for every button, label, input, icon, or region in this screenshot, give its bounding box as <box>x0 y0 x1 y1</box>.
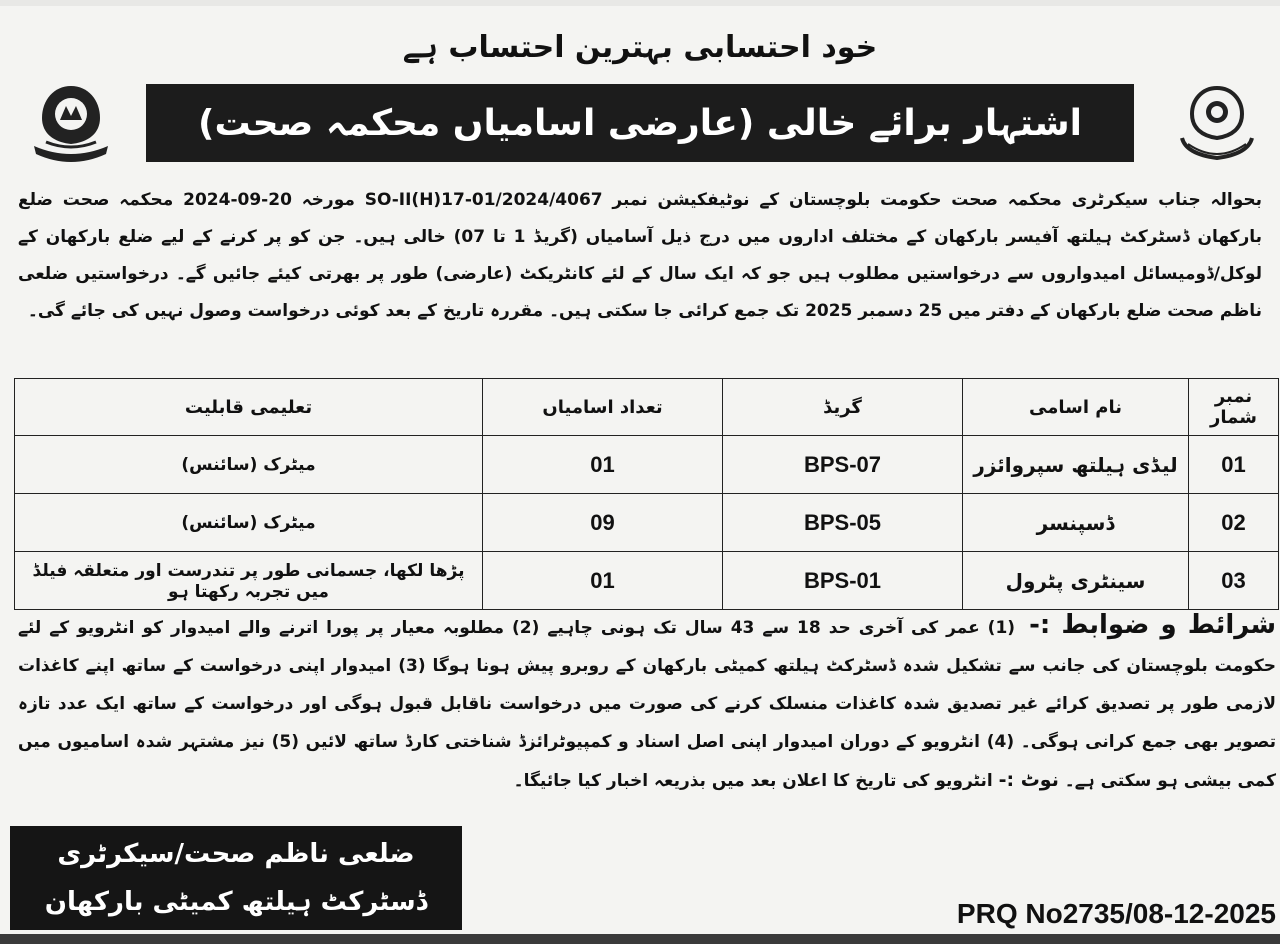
vacancies-table <box>14 378 1279 610</box>
table-row <box>15 552 1279 610</box>
cell-post: ڈسپنسر <box>963 494 1189 552</box>
signature-line-2: ڈسٹرکٹ ہیلتھ کمیٹی بارکھان <box>44 887 428 917</box>
terms-heading: شرائط و ضوابط :- <box>1029 610 1277 640</box>
cell-serial: 03 <box>1189 552 1279 610</box>
header-count: تعداد اسامیاں <box>483 379 723 436</box>
cell-serial: 02 <box>1189 494 1279 552</box>
cell-grade: BPS-05 <box>723 494 963 552</box>
cell-post: لیڈی ہیلتھ سپروائزر <box>963 436 1189 494</box>
signature-block <box>10 826 462 930</box>
health-department-emblem-icon <box>1172 80 1262 170</box>
table-row <box>15 494 1279 552</box>
government-emblem-icon <box>26 80 116 170</box>
motto: خود احتسابی بہترین احتساب ہے <box>402 30 878 65</box>
cell-post: سینٹری پٹرول <box>963 552 1189 610</box>
terms-body: (1) عمر کی آخری حد 18 سے 43 سال تک ہونی چاہیے (2) مطلوبہ معیار پر پورا اترنے والے امیدوار کو انٹرویو کے لئے حکومت بلوچستان کی جانب سے تشکیل شدہ ڈسٹرکٹ ہیلتھ کمیٹی بارکھان کے روبرو پیش ہونا ہوگا (3) امیدوار اپنی درخواست کے ساتھ اپنے کاغذات لازمی طور پر تصدیق کرائے غیر تصدیق شدہ کاغذات منسلک کرنے کی صورت میں درخواست ناقابل قبول ہوگی اور درخواست کے ساتھ ایک عدد تازہ تصویر بھی جمع کرانی ہوگی۔ (4) انٹرویو کے دوران امیدوار اپنی اصل اسناد و کمپیوٹرائزڈ شناختی کارڈ ساتھ لائیں (5) نیز مشتہر شدہ اسامیوں میں کمی بیشی ہو سکتی ہے۔ <box>18 618 1277 791</box>
signature-line-1: ضلعی ناظم صحت/سیکرٹری <box>57 839 415 869</box>
cell-count: 09 <box>483 494 723 552</box>
cell-qualification: پڑھا لکھا، جسمانی طور پر تندرست اور متعلقہ فیلڈ میں تجربہ رکھتا ہو <box>15 552 483 610</box>
header-grade: گریڈ <box>723 379 963 436</box>
cell-qualification: میٹرک (سائنس) <box>15 436 483 494</box>
terms-and-conditions <box>18 606 1276 800</box>
bottom-divider <box>0 934 1280 944</box>
cell-qualification: میٹرک (سائنس) <box>15 494 483 552</box>
advertisement-title: اشتہار برائے خالی (عارضی اسامیاں محکمہ صحت) <box>146 84 1134 162</box>
cell-count: 01 <box>483 436 723 494</box>
table-header-row <box>15 379 1279 436</box>
cell-grade: BPS-07 <box>723 436 963 494</box>
prq-number: PRQ No2735/08-12-2025 <box>956 898 1276 929</box>
cell-grade: BPS-01 <box>723 552 963 610</box>
table-row <box>15 436 1279 494</box>
top-divider <box>0 0 1280 6</box>
header-qualification: تعلیمی قابلیت <box>15 379 483 436</box>
header-serial: نمبر شمار <box>1189 379 1279 436</box>
note-text: انٹرویو کی تاریخ کا اعلان بعد میں بذریعہ اخبار کیا جائیگا۔ <box>513 771 993 791</box>
header-post: نام اسامی <box>963 379 1189 436</box>
intro-paragraph: بحوالہ جناب سیکرٹری محکمہ صحت حکومت بلوچستان کے نوٹیفکیشن نمبر SO-II(H)17-01/2024/4067 مورخہ 20-09-2024 محکمہ صحت ضلع بارکھان ڈسٹرکٹ ہیلتھ آفیسر بارکھان کے مختلف اداروں میں درج ذیل آسامیاں (گریڈ 1 تا 07) خالی ہیں۔ جن کو پر کرنے کے لیے ضلع بارکھان کے لوکل/ڈومیسائل امیدواروں سے درخواستیں مطلوب ہیں جو کہ ایک سال کے لئے کانٹریکٹ (عارضی) طور پر بھرتی کیئے جائیں گے۔ درخواستیں ضلعی ناظم صحت ضلع بارکھان کے دفتر میں 25 دسمبر 2025 تک جمع کرائی جا سکتی ہیں۔ مقررہ تاریخ کے بعد کوئی درخواست وصول نہیں کی جائے گی۔ <box>18 190 1263 321</box>
note-label: نوٹ :- <box>998 769 1059 791</box>
cell-serial: 01 <box>1189 436 1279 494</box>
cell-count: 01 <box>483 552 723 610</box>
